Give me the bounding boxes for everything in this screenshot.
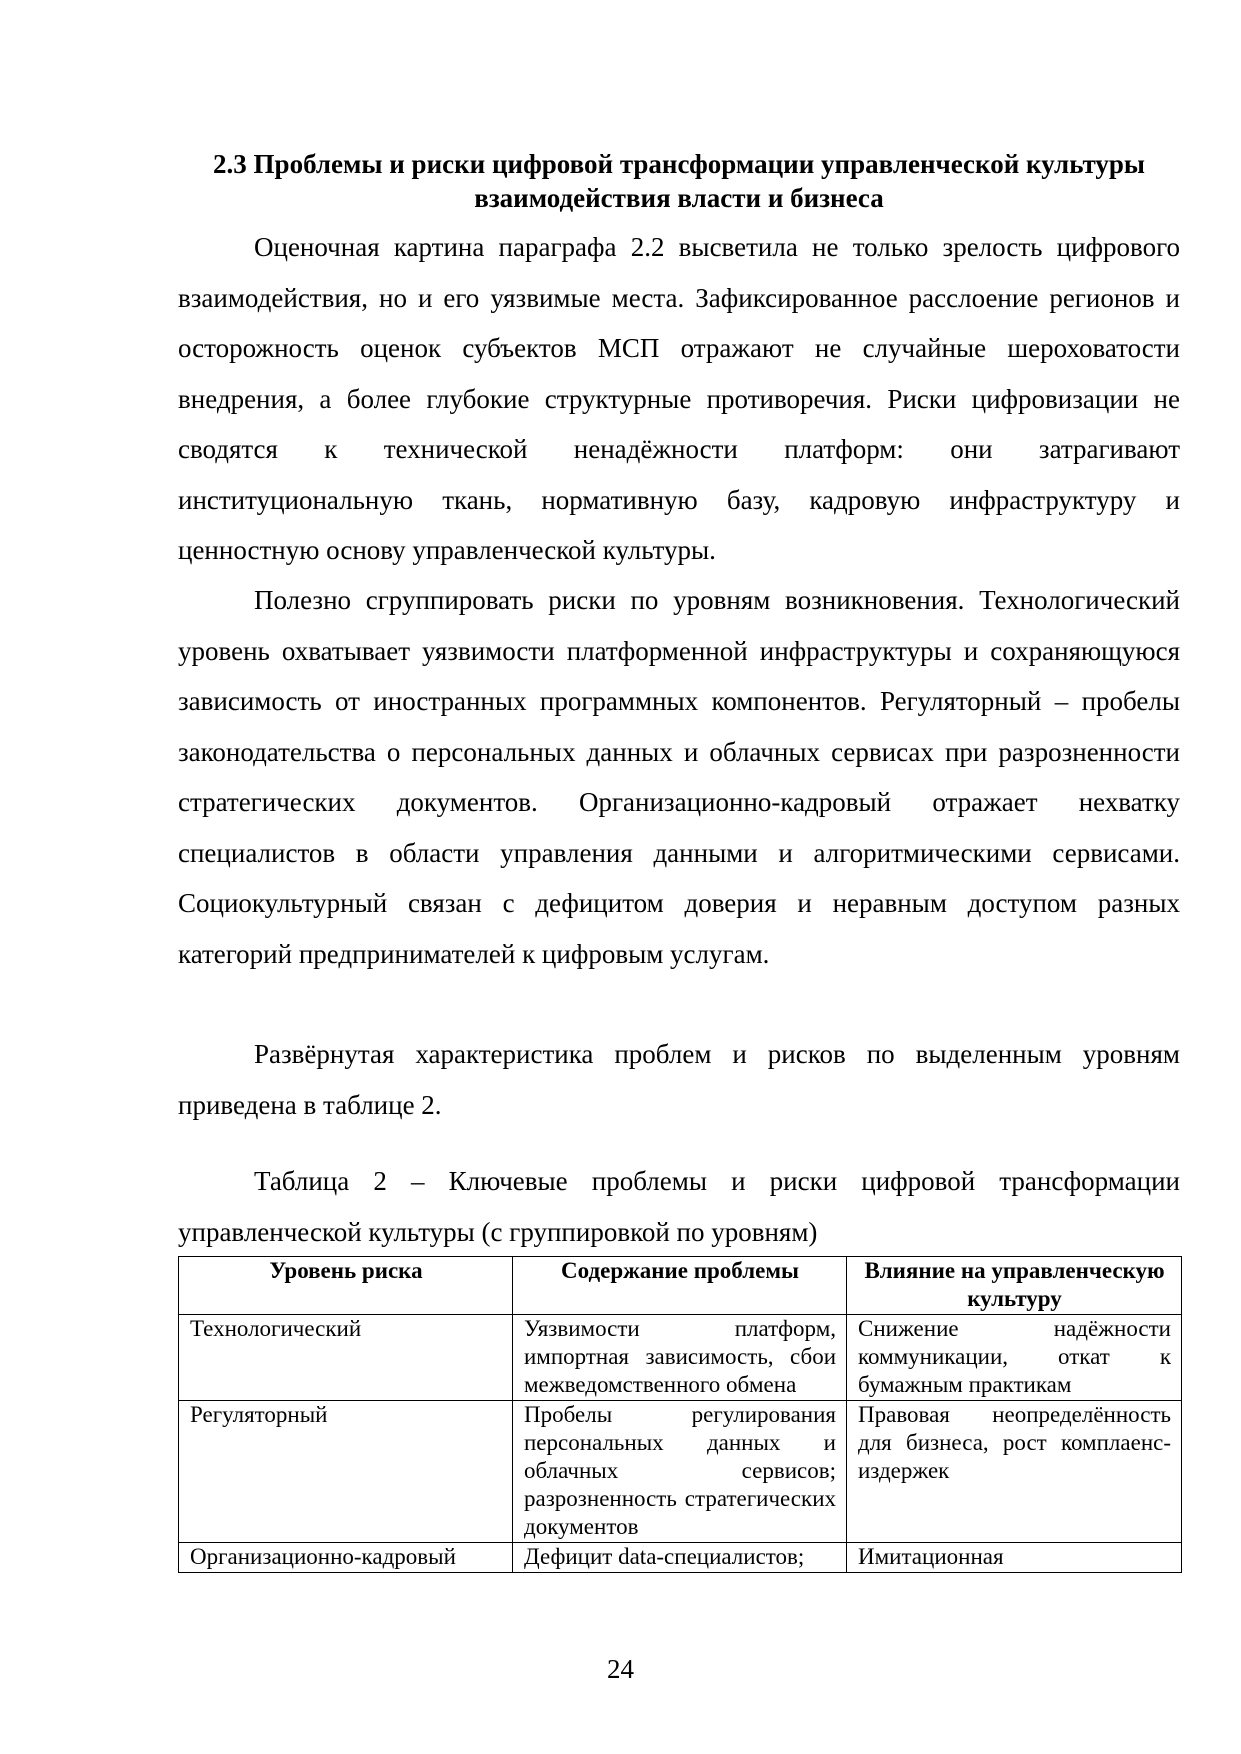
table-row bbox=[179, 1315, 1182, 1401]
cell-problem: Дефицит data-специалистов; bbox=[513, 1543, 847, 1573]
paragraph-intro: Оценочная картина параграфа 2.2 высветила не только зрелость цифрового взаимодействия, но и его уязвимые места. Зафиксированное расслоение регионов и осторожность оценок субъектов МСП отражают не случайные шероховатости внедрения, а более глубокие структурные противоречия. Риски цифровизации не сводятся к технической ненадёжности платформ: они затрагивают институциональную ткань, нормативную базу, кадровую инфраструктуру и ценностную основу управленческой культуры. bbox=[178, 232, 1180, 565]
header-culture-impact: Влияние на управленческую культуру bbox=[847, 1257, 1182, 1315]
cell-problem: Пробелы регулирования персональных данных и облачных сервисов; разрозненность стратегических документов bbox=[513, 1401, 847, 1543]
paragraph-risk-levels: Полезно сгруппировать риски по уровням возникновения. Технологический уровень охватывает уязвимости платформенной инфраструктуры и сохраняющуюся зависимость от иностранных программных компонентов. Регуляторный – пробелы законодательства о персональных данных и облачных сервисах при разрозненности стратегических документов. Организационно-кадровый отражает нехватку специалистов в области управления данными и алгоритмическими сервисами. Социокультурный связан с дефицитом доверия и неравным доступом разных категорий предпринимателей к цифровым услугам. bbox=[178, 585, 1180, 969]
page-number: 24 bbox=[607, 1654, 634, 1684]
cell-risk-level: Организационно-кадровый bbox=[179, 1543, 513, 1573]
risk-table bbox=[178, 1256, 1182, 1573]
table-row bbox=[179, 1543, 1182, 1573]
cell-risk-level: Регуляторный bbox=[179, 1401, 513, 1543]
table-row bbox=[179, 1401, 1182, 1543]
cell-impact: Снижение надёжности коммуникации, откат к бумажным практикам bbox=[847, 1315, 1182, 1401]
header-problem-content: Содержание проблемы bbox=[513, 1257, 847, 1315]
cell-problem: Уязвимости платформ, импортная зависимость, сбои межведомственного обмена bbox=[513, 1315, 847, 1401]
section-heading: 2.3 Проблемы и риски цифровой трансформации управленческой культуры взаимодействия власти и бизнеса bbox=[213, 149, 1145, 213]
cell-risk-level: Технологический bbox=[179, 1315, 513, 1401]
header-risk-level: Уровень риска bbox=[179, 1257, 513, 1315]
cell-impact: Имитационная bbox=[847, 1543, 1182, 1573]
paragraph-table-reference: Развёрнутая характеристика проблем и рисков по выделенным уровням приведена в таблице 2. bbox=[178, 1039, 1180, 1120]
table-header-row bbox=[179, 1257, 1182, 1315]
cell-impact: Правовая неопределённость для бизнеса, рост комплаенс-издержек bbox=[847, 1401, 1182, 1543]
table-caption: Таблица 2 – Ключевые проблемы и риски цифровой трансформации управленческой культуры (с группировкой по уровням) bbox=[178, 1166, 1180, 1247]
